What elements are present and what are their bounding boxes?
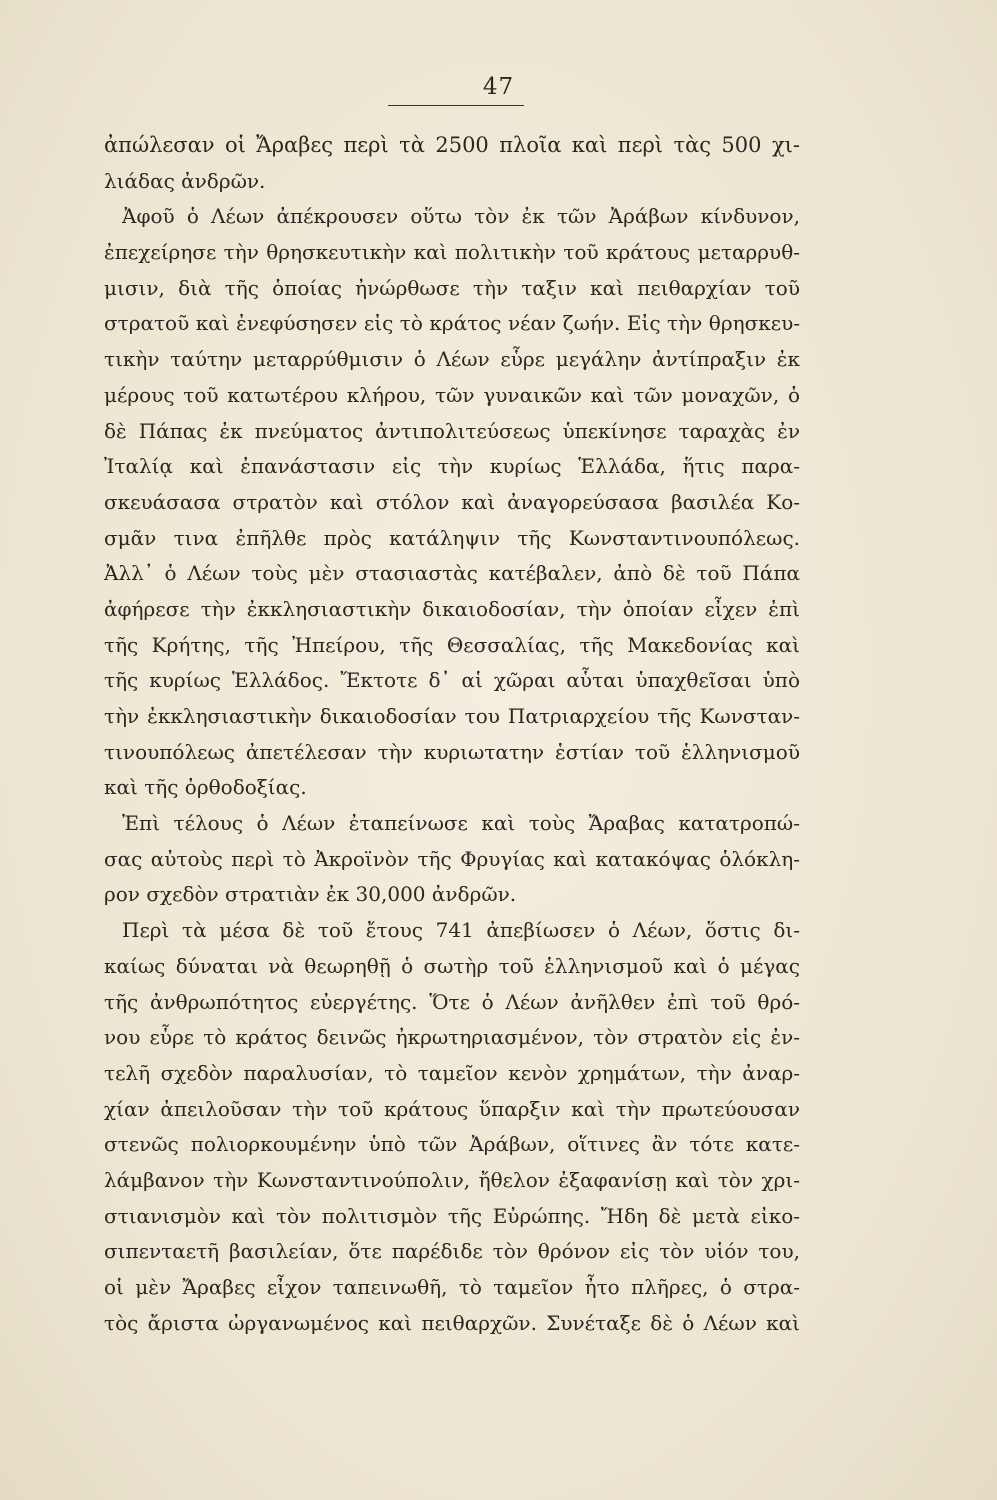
text-line: λάμβανον τὴν Κωνσταντινούπολιν, ἤθελον ἐξαφανίσῃ καὶ τὸν χρι- xyxy=(104,1167,800,1192)
body-text xyxy=(104,128,800,1341)
text-line: σμᾶν τινα ἐπῆλθε πρὸς κατάληψιν τῆς Κωνσταντινουπόλεως. xyxy=(104,525,800,550)
text-line: λιάδας ἀνδρῶν. xyxy=(104,168,266,193)
text-line: ἀφήρεσε τὴν ἐκκλησιαστικὴν δικαιοδοσίαν, τὴν ὁποίαν εἶχεν ἐπὶ xyxy=(104,596,800,621)
text-line: τικὴν ταύτην μεταρρύθμισιν ὁ Λέων εὗρε μεγάλην ἀντίπραξιν ἐκ xyxy=(104,347,800,372)
text-line: τὴν ἐκκλησιαστικὴν δικαιοδοσίαν του Πατριαρχείου τῆς Κωνσταν- xyxy=(104,704,800,728)
text-line: τὸς ἄριστα ὠργανωμένος καὶ πειθαρχῶν. Συνέταξε δὲ ὁ Λέων καὶ xyxy=(104,1310,800,1335)
text-line: μέρους τοῦ κατωτέρου κλήρου, τῶν γυναικῶν καὶ τῶν μοναχῶν, ὁ xyxy=(104,382,800,407)
text-line: Ἰταλίᾳ καὶ ἐπανάστασιν εἰς τὴν κυρίως Ἑλλάδα, ἥτις παρα- xyxy=(104,454,800,479)
text-line: χίαν ἀπειλοῦσαν τὴν τοῦ κράτους ὕπαρξιν καὶ τὴν πρωτεύουσαν xyxy=(104,1096,800,1121)
text-line: τῆς ἀνθρωπότητος εὐεργέτης. Ὅτε ὁ Λέων ἀνῆλθεν ἐπὶ τοῦ θρό- xyxy=(104,989,800,1014)
text-line: τινουπόλεως ἀπετέλεσαν τὴν κυριωτατην ἑστίαν τοῦ ἑλληνισμοῦ xyxy=(104,739,800,764)
text-line: στενῶς πολιορκουμένην ὑπὸ τῶν Ἀράβων, οἵτινες ἂν τότε κατε- xyxy=(104,1132,800,1157)
text-line: οἱ μὲν Ἄραβες εἶχον ταπεινωθῆ, τὸ ταμεῖον ἦτο πλῆρες, ὁ στρα- xyxy=(104,1275,800,1299)
text-line: Περὶ τὰ μέσα δὲ τοῦ ἔτους 741 ἀπεβίωσεν ὁ Λέων, ὅστις δι- xyxy=(122,918,800,943)
text-line: Ἀφοῦ ὁ Λέων ἀπέκρουσεν οὕτω τὸν ἐκ τῶν Ἀράβων κίνδυνον, xyxy=(122,204,800,229)
text-line: δὲ Πάπας ἐκ πνεύματος ἀντιπολιτεύσεως ὑπεκίνησε ταραχὰς ἐν xyxy=(104,418,800,443)
text-line: Ἐπὶ τέλους ὁ Λέων ἐταπείνωσε καὶ τοὺς Ἄραβας κατατροπώ- xyxy=(122,811,800,836)
header-rule xyxy=(388,105,524,106)
text-line: τῆς κυρίως Ἑλλάδος. Ἔκτοτε δ᾽ αἱ χῶραι αὗται ὑπαχθεῖσαι ὑπὸ xyxy=(104,668,800,693)
text-line: ἀπώλεσαν οἱ Ἄραβες περὶ τὰ 2500 πλοῖα καὶ περὶ τὰς 500 χι- xyxy=(104,133,800,157)
page-number: 47 xyxy=(482,74,515,100)
text-line: ἐπεχείρησε τὴν θρησκευτικὴν καὶ πολιτικὴν τοῦ κράτους μεταρρυθ- xyxy=(104,240,800,265)
text-line: τῆς Κρήτης, τῆς Ἠπείρου, τῆς Θεσσαλίας, τῆς Μακεδονίας καὶ xyxy=(104,632,800,657)
text-line: στρατοῦ καὶ ἐνεφύσησεν εἰς τὸ κράτος νέαν ζωήν. Εἰς τὴν θρησκευ- xyxy=(104,311,800,336)
text-line: καίως δύναται νὰ θεωρηθῇ ὁ σωτὴρ τοῦ ἑλληνισμοῦ καὶ ὁ μέγας xyxy=(104,953,800,978)
text-line: νου εὗρε τὸ κράτος δεινῶς ἠκρωτηριασμένον, τὸν στρατὸν εἰς ἐν- xyxy=(104,1025,800,1050)
text-line: Ἀλλ᾽ ὁ Λέων τοὺς μὲν στασιαστὰς κατέβαλεν, ἀπὸ δὲ τοῦ Πάπα xyxy=(104,561,800,586)
text-line: μισιν, διὰ τῆς ὁποίας ἠνώρθωσε τὴν ταξιν καὶ πειθαρχίαν τοῦ xyxy=(104,275,800,300)
text-line: ρον σχεδὸν στρατιὰν ἐκ 30,000 ἀνδρῶν. xyxy=(104,882,517,907)
text-line: καὶ τῆς ὀρθοδοξίας. xyxy=(104,775,307,800)
text-line: τελῆ σχεδὸν παραλυσίαν, τὸ ταμεῖον κενὸν χρημάτων, τὴν ἀναρ- xyxy=(104,1060,800,1085)
text-line: στιανισμὸν καὶ τὸν πολιτισμὸν τῆς Εὐρώπης. Ἤδη δὲ μετὰ εἰκο- xyxy=(104,1203,800,1228)
text-line: σιπενταετῆ βασιλείαν, ὅτε παρέδιδε τὸν θρόνον εἰς τὸν υἱόν του, xyxy=(104,1239,800,1264)
text-line: σας αὐτοὺς περὶ τὸ Ἀκροϊνὸν τῆς Φρυγίας καὶ κατακόψας ὁλόκλη- xyxy=(104,846,800,871)
text-line: σκευάσασα στρατὸν καὶ στόλον καὶ ἀναγορεύσασα βασιλέα Κο- xyxy=(104,489,800,514)
